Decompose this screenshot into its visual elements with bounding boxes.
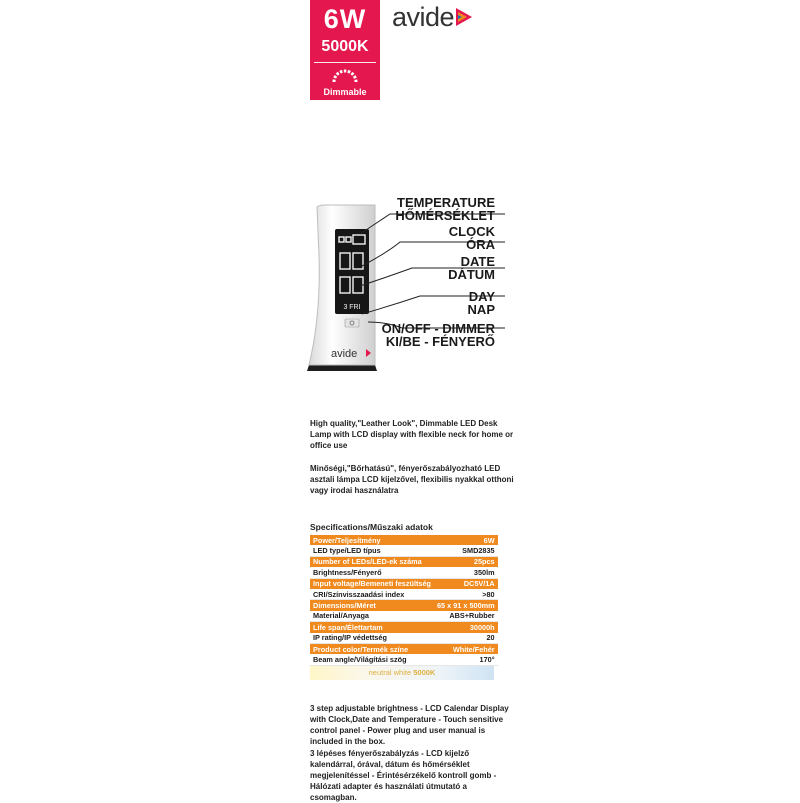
callout-temperature-hu: HŐMÉRSÉKLET xyxy=(395,208,495,223)
callout-temperature-en: TEMPERATURE xyxy=(397,195,495,210)
spec-row xyxy=(310,600,498,611)
spec-label: Power/Teljesítmény xyxy=(313,535,381,545)
spec-row xyxy=(310,556,498,567)
spec-value: White/Fehér xyxy=(452,644,495,654)
callout-clock-hu: ÓRA xyxy=(466,237,495,252)
spec-label: Dimensions/Méret xyxy=(313,601,376,611)
spec-row xyxy=(310,589,498,600)
callout-dimmer xyxy=(360,322,495,348)
callout-date xyxy=(390,255,495,281)
spec-value: >80 xyxy=(434,589,498,600)
spec-label: Product color/Termék színe xyxy=(313,644,409,654)
spec-label: CRI/Színvisszaadási index xyxy=(310,589,434,600)
spec-label: Input voltage/Bemeneti feszültség xyxy=(313,579,431,589)
callout-day xyxy=(390,290,495,316)
color-temp-label: 5000K xyxy=(321,38,369,55)
callout-temperature xyxy=(390,196,495,222)
callout-dimmer-hu: KI/BE - FÉNYERŐ xyxy=(385,334,495,349)
color-temp-value: 5000K xyxy=(413,668,436,677)
dimmable-label: Dimmable xyxy=(323,87,367,97)
base-brand-text: avide xyxy=(331,348,358,360)
spec-label: Life span/Élettartam xyxy=(313,622,383,632)
callout-clock-en: CLOCK xyxy=(448,224,495,239)
callout-dimmer-en: ON/OFF - DIMMER xyxy=(381,321,495,336)
spec-value: 6W xyxy=(483,535,495,545)
callout-day-hu: NAP xyxy=(467,302,495,317)
spec-row xyxy=(310,578,498,589)
spec-value: 65 x 91 x 500mm xyxy=(437,601,495,611)
spec-value: SMD2835 xyxy=(434,545,498,556)
spec-row xyxy=(310,611,498,622)
lcd-day-text: 3 FRI xyxy=(343,304,361,311)
specs-table xyxy=(310,535,498,666)
spec-value: ABS+Rubber xyxy=(434,611,498,622)
callout-date-hu: DÁTUM xyxy=(448,267,495,282)
wattage-label: 6W xyxy=(323,4,367,34)
spec-label: Brightness/Fényerő xyxy=(310,567,434,578)
description-en: High quality,"Leather Look", Dimmable LED Desk Lamp with LCD display with flexible neck for home or office use xyxy=(310,419,514,450)
spec-row xyxy=(310,633,498,644)
spec-label: IP rating/IP védettség xyxy=(310,633,434,644)
callout-day-en: DAY xyxy=(468,289,495,304)
spec-value: DC5V/1A xyxy=(463,579,495,589)
spec-row xyxy=(310,654,498,665)
spec-row xyxy=(310,545,498,556)
features-en: 3 step adjustable brightness - LCD Calendar Display with Clock,Date and Temperature - Touch sensitive control panel - Power plug and user manual is included in the box. xyxy=(310,704,509,746)
color-temp-name: neutral white xyxy=(368,668,412,677)
logo-wordmark: avide xyxy=(392,1,455,32)
specs-title: Specifications/Műszaki adatok xyxy=(310,522,433,532)
spec-row xyxy=(310,567,498,578)
callout-date-en: DATE xyxy=(460,254,495,269)
spec-row xyxy=(310,622,498,633)
description-hu: Minőségi,"Bőrhatású", fényerőszabályozható LED asztali lámpa LCD kijelzővel, flexibilis nyakkal otthoni vagy irodai használatra xyxy=(310,464,514,495)
spec-row xyxy=(310,643,498,654)
spec-label: Material/Anyaga xyxy=(310,611,434,622)
color-temp-bar xyxy=(310,666,494,680)
features-hu: 3 lépéses fényerőszabályzás - LCD kijelző kalendárral, órával, dátum és hőmérséklet megjelenítéssel - Érintésérzékelő kontroll gomb - Hálózati adapter és használati útmutató a csomagban. xyxy=(310,749,497,802)
spec-value: 30000h xyxy=(469,622,495,632)
callout-clock xyxy=(390,225,495,251)
spec-label: Number of LEDs/LED-ek száma xyxy=(313,557,422,567)
spec-row xyxy=(310,535,498,545)
spec-value: 350lm xyxy=(434,567,498,578)
spec-value: 25pcs xyxy=(473,557,495,567)
spec-value: 170° xyxy=(434,654,498,665)
spec-label: Beam angle/Világítási szög xyxy=(310,654,434,665)
spec-label: LED type/LED típus xyxy=(310,545,434,556)
spec-value: 20 xyxy=(434,633,498,644)
